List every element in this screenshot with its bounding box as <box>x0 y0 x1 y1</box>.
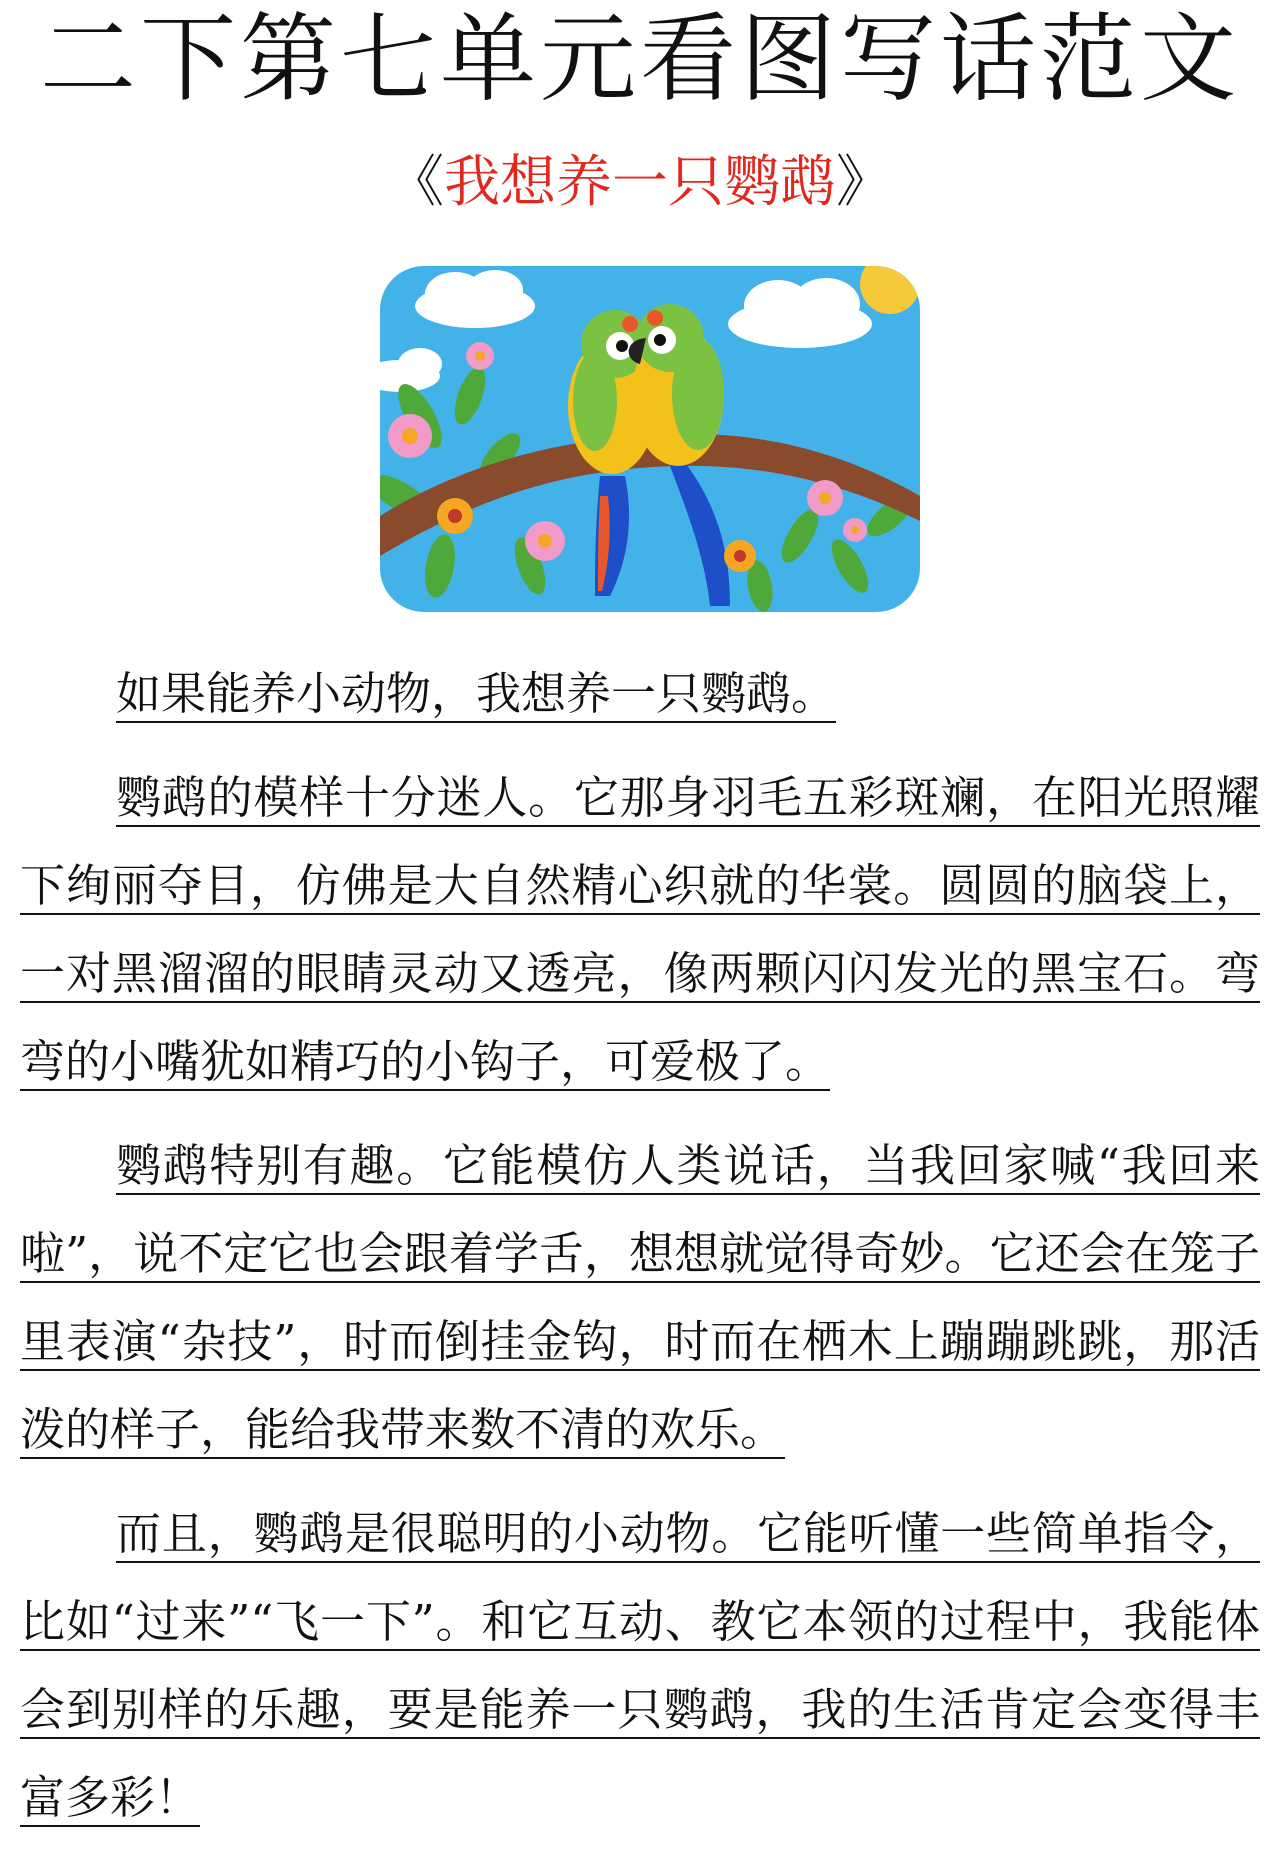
flower-icon <box>724 540 756 572</box>
parrots-on-branch-illustration <box>380 266 920 612</box>
essay-paragraph: 而且，鹦鹉是很聪明的小动物。它能听懂一些简单指令，比如“过来”“飞一下”。和它互动、教它本领的过程中，我能体会到别样的乐趣，要是能养一只鹦鹉，我的生活肯定会变得丰富多彩！ <box>20 1507 1260 1824</box>
essay-title <box>0 148 1280 218</box>
flower-icon <box>437 498 473 534</box>
flower-icon <box>466 342 494 370</box>
essay-paragraph: 鹦鹉的模样十分迷人。它那身羽毛五彩斑斓，在阳光照耀下绚丽夺目，仿佛是大自然精心织就的华裳。圆圆的脑袋上，一对黑溜溜的眼睛灵动又透亮，像两颗闪闪发光的黑宝石。弯弯的小嘴犹如精巧的小钩子，可爱极了。 <box>20 771 1260 1088</box>
essay-paragraph: 鹦鹉特别有趣。它能模仿人类说话，当我回家喊“我回来啦”，说不定它也会跟着学舌，想想就觉得奇妙。它还会在笼子里表演“杂技”，时而倒挂金钩，时而在栖木上蹦蹦跳跳，那活泼的样子，能给我带来数不清的欢乐。 <box>20 1139 1260 1456</box>
page-title: 二下第七单元看图写话范文 <box>40 3 1240 115</box>
essay-body <box>20 650 1260 1858</box>
essay-paragraph: 如果能养小动物，我想养一只鹦鹉。 <box>116 667 837 720</box>
flower-icon <box>843 518 867 542</box>
title-bracket-open: 《 <box>388 150 444 215</box>
title-bracket-close: 》 <box>836 150 892 215</box>
flower-icon <box>807 480 843 516</box>
essay-title-text: 我想养一只鹦鹉 <box>444 150 836 215</box>
flower-icon <box>525 521 565 561</box>
flower-icon <box>388 414 432 458</box>
